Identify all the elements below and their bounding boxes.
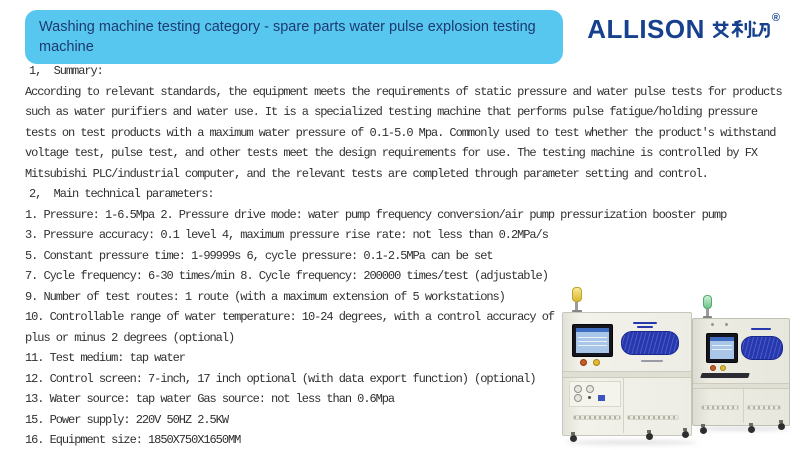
spec-line: 5. Constant pressure time: 1-99999s 6, cycle pressure: 0.1-2.5MPa can be set <box>25 248 493 263</box>
wheel-icon <box>570 435 577 442</box>
page-title <box>25 10 563 64</box>
spec-line: 12. Control screen: 7-inch, 17 inch optional (with data export function) (optional) <box>25 371 536 386</box>
testing-machine-left <box>540 282 798 450</box>
valve-fitting <box>598 395 605 401</box>
screen-titlebar <box>576 328 609 332</box>
wheel-icon <box>646 433 653 440</box>
spec-line: plus or minus 2 degrees (optional) <box>25 330 235 345</box>
connector-panel <box>569 381 621 407</box>
model-label <box>633 322 657 324</box>
brand-logo-latin: ALLISON <box>587 14 705 44</box>
page-title-line1: Washing machine testing category - spare parts water pulse explosion testing <box>39 19 536 35</box>
stop-button-icon <box>580 359 587 366</box>
spec-line: 11. Test medium: tap water <box>25 351 185 365</box>
connector-knob <box>574 385 582 393</box>
vent-panel <box>621 331 679 355</box>
spec-line: 7. Cycle frequency: 6-30 times/min 8. Cycle frequency: 200000 times/test (adjustable) <box>25 269 548 283</box>
spec-line: 9. Number of test routes: 1 route (with a maximum extension of 5 workstations) <box>25 289 505 304</box>
page-title-line2: machine <box>39 39 94 55</box>
registered-trademark-icon: ® <box>771 12 780 24</box>
spec-line: According to relevant standards, the equipment meets the requirements of static pressure and water pulse tests for products <box>25 84 782 99</box>
section-heading-parameters: 2, Main technical parameters: <box>29 187 214 201</box>
spec-line: voltage test, pulse test, and other tests meet the design requirements for use. The testing machine is controlled by FX <box>25 146 757 160</box>
connector-knob <box>586 385 594 393</box>
spec-line: 16. Equipment size: 1850X750X1650MM <box>25 433 241 447</box>
brand-logo-chinese-icon <box>712 20 770 38</box>
vent-slots <box>627 415 679 420</box>
spec-line: 3. Pressure accuracy: 0.1 level 4, maximum pressure rise rate: not less than 0.2MPa/s <box>25 228 548 242</box>
vent-slots <box>573 415 621 420</box>
wheel-icon <box>682 431 689 438</box>
section-heading-summary: 1, Summary: <box>29 64 103 78</box>
screen-display <box>576 328 609 353</box>
spec-line: tests on test products with a maximum water pressure of 0.1-5.0 Mpa. Commonly used to test whether the product's withstand <box>25 125 776 140</box>
machine-photo <box>540 282 798 450</box>
spec-line: Mitsubishi PLC/industrial computer, and the relevant tests are completed through parameter setting and control. <box>25 166 708 181</box>
indicator-dot <box>588 396 591 399</box>
control-screen <box>572 324 613 357</box>
signal-lamp-icon <box>572 287 582 302</box>
brand-sublabel <box>641 360 663 362</box>
spec-line: 1. Pressure: 1-6.5Mpa 2. Pressure drive mode: water pump frequency conversion/air pump pressurization booster pump <box>25 207 727 222</box>
screen-row <box>578 341 607 342</box>
cabinet-seam <box>563 371 691 378</box>
connector-knob <box>574 394 582 402</box>
spec-line: 15. Power supply: 220V 50HZ 2.5KW <box>25 412 228 427</box>
brand-logo <box>587 12 780 44</box>
screen-row <box>578 337 607 338</box>
spec-line: such as water purifiers and water use. It is a specialized testing machine that performs pulse fatigue/holding pressure <box>25 105 757 119</box>
start-button-icon <box>593 359 600 366</box>
screen-row <box>578 345 607 346</box>
model-label <box>637 326 653 328</box>
spec-line: 10. Controllable range of water temperature: 10-24 degrees, with a control accuracy of <box>25 310 555 324</box>
cabinet-seam <box>623 377 624 433</box>
spec-line: 13. Water source: tap water Gas source: not less than 0.6Mpa <box>25 392 395 406</box>
machine-cabinet <box>562 312 692 436</box>
